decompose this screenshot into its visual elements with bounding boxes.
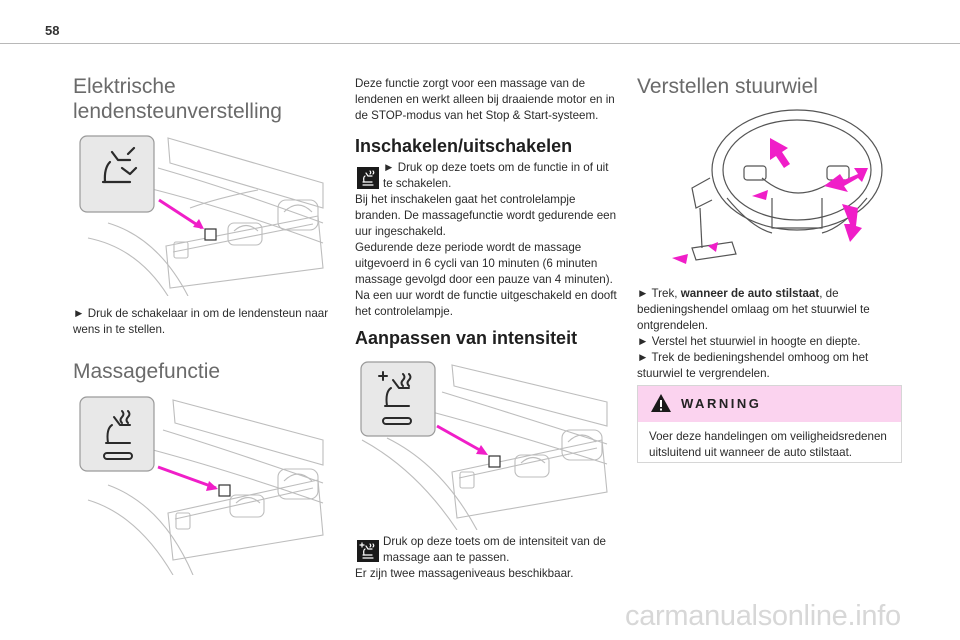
heading-lumbar-line-2: lendensteunverstelling <box>73 100 282 123</box>
step1-prefix: ► Trek, <box>637 287 681 300</box>
massage-button-icon <box>357 167 379 189</box>
intensity-body: Er zijn twee massageniveaus beschikbaar. <box>355 567 574 580</box>
massage-intro: Deze functie zorgt voor een massage van de lendenen en werkt alleen bij draaiende motor en in de STOP-modus van het Stop & Start-systeem. <box>355 77 615 122</box>
lumbar-instruction: ► Druk de schakelaar in om de lendensteun naar wens in te stellen. <box>73 307 329 336</box>
steering-wheel-illustration <box>672 108 897 273</box>
heading-onoff: Inschakelen/uitschakelen <box>355 136 573 156</box>
warning-header <box>638 386 901 422</box>
steering-step-1 <box>637 286 902 334</box>
intensity-button-icon <box>357 540 379 562</box>
top-rule <box>0 43 960 44</box>
intensity-switch-illustration <box>357 360 617 530</box>
page-number: 58 <box>45 23 60 38</box>
massage-switch-illustration <box>78 395 333 575</box>
step1-suffix: , de bedieningshendel omlaag om het stuurwiel te ontgrendelen. <box>637 287 870 332</box>
heading-intensity: Aanpassen van intensiteit <box>355 328 578 348</box>
warning-title: WARNING <box>681 396 762 411</box>
heading-steering: Verstellen stuurwiel <box>637 75 818 98</box>
onoff-body: Bij het inschakelen gaat het controlelampje branden. De massagefunctie wordt gedurende een uur ingeschakeld. Gedurende deze periode wordt de massage uitgevoerd in 6 cycli van 10 minuten (6 minuten massage gevolgd door een pauze van 4 minuten). Na een uur wordt de functie uitgeschakeld en dooft het controlelampje. <box>355 193 617 318</box>
watermark: carmanualsonline.info <box>625 600 901 632</box>
heading-massage: Massagefunctie <box>73 360 221 383</box>
warning-triangle-icon <box>650 393 672 413</box>
step1-bold: wanneer de auto stilstaat <box>680 287 820 300</box>
steering-step-2: ► Verstel het stuurwiel in hoogte en diepte. <box>637 335 861 348</box>
warning-text: Voer deze handelingen om veiligheidsredenen uitsluitend uit wanneer de auto stilstaat. <box>649 430 887 459</box>
lumbar-switch-illustration <box>78 128 333 296</box>
intensity-instruction: Druk op deze toets om de intensiteit van de massage aan te passen. <box>383 535 606 564</box>
heading-lumbar <box>73 74 282 124</box>
onoff-instruction: ► Druk op deze toets om de functie in of uit te schakelen. <box>383 161 609 190</box>
warning-box <box>637 385 902 463</box>
heading-lumbar-line-1: Elektrische <box>73 75 176 98</box>
steering-step-3: ► Trek de bedieningshendel omhoog om het stuurwiel te vergrendelen. <box>637 351 869 380</box>
